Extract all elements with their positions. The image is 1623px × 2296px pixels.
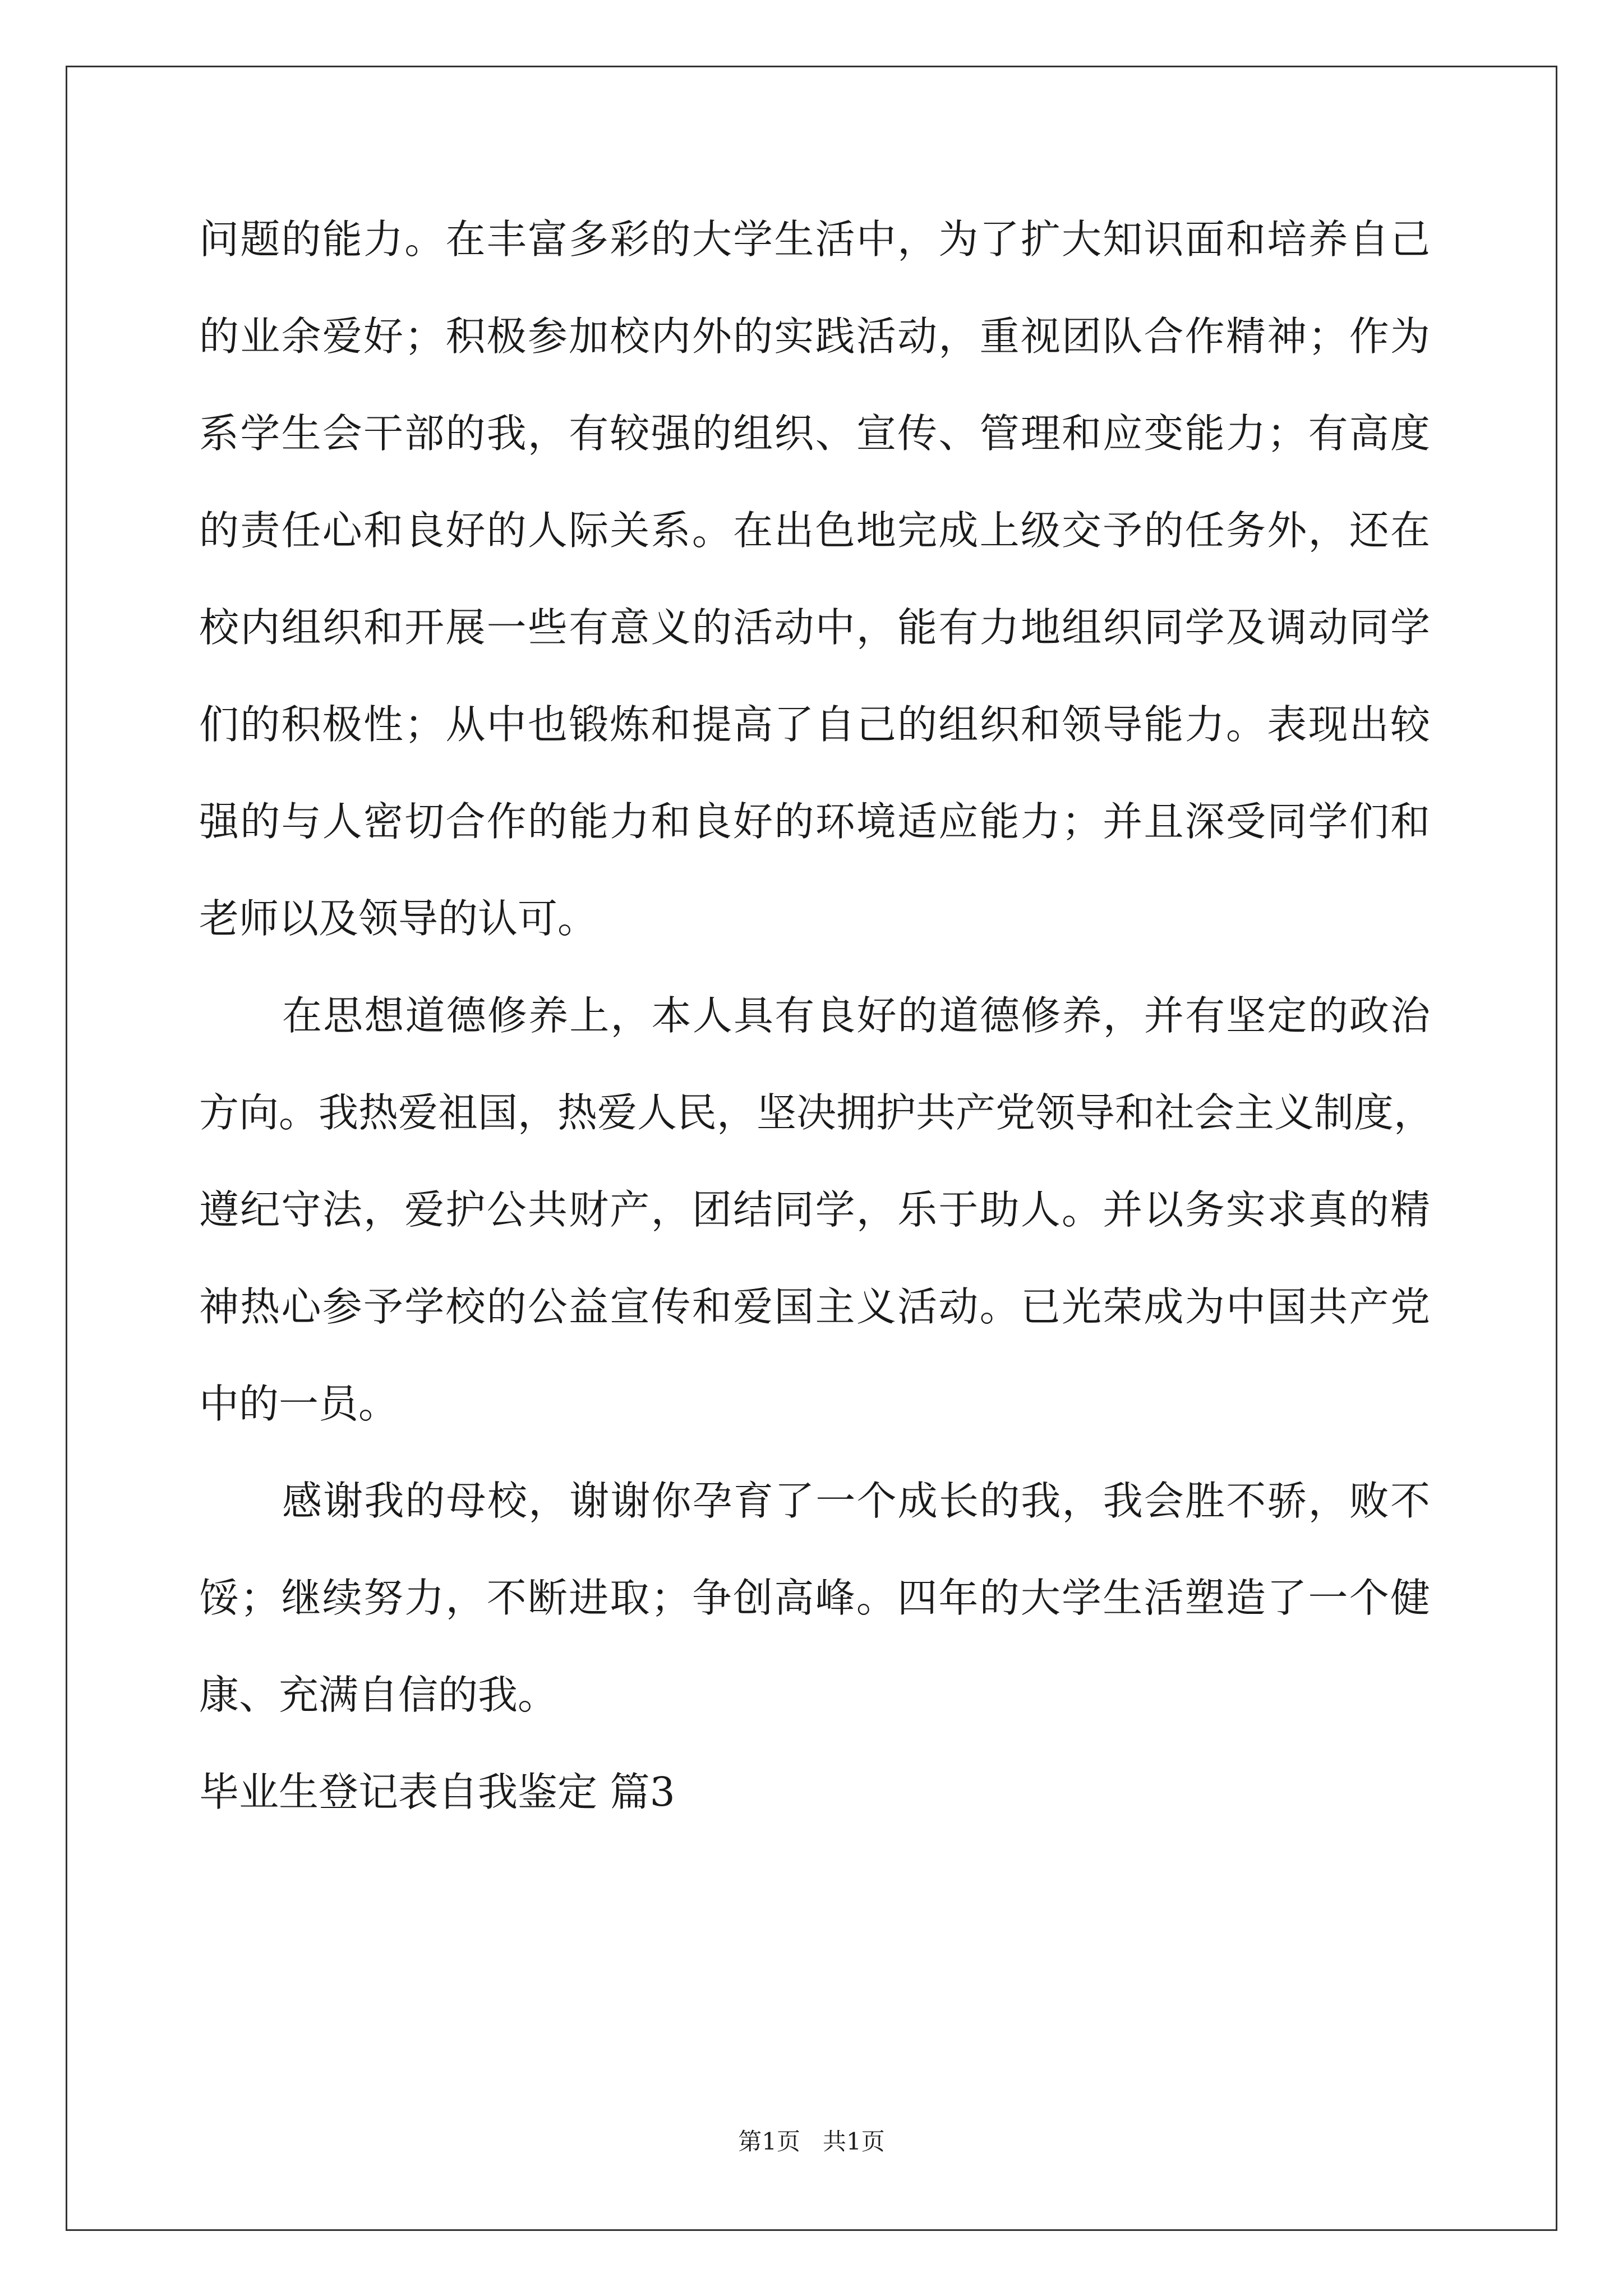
paragraph-line: 校内组织和开展一些有意义的活动中，能有力地组织同学及调动同学 bbox=[199, 604, 1430, 651]
paragraph-line: 康、充满自信的我。 bbox=[199, 1672, 558, 1718]
paragraph-line: 感谢我的母校，谢谢你孕育了一个成长的我，我会胜不骄，败不 bbox=[282, 1478, 1430, 1524]
paragraph-line: 在思想道德修养上，本人具有良好的道德修养，并有坚定的政治 bbox=[282, 992, 1430, 1039]
paragraph-line: 馁；继续努力，不断进取；争创高峰。四年的大学生活塑造了一个健 bbox=[199, 1575, 1430, 1621]
document-body bbox=[199, 191, 1434, 1841]
paragraph-line: 中的一员。 bbox=[199, 1381, 399, 1427]
paragraph-line: 的业余爱好；积极参加校内外的实践活动，重视团队合作精神；作为 bbox=[199, 313, 1430, 360]
paragraph-line: 神热心参予学校的公益宣传和爱国主义活动。已光荣成为中国共产党 bbox=[199, 1283, 1430, 1330]
section-heading: 毕业生登记表自我鉴定 篇3 bbox=[199, 1769, 675, 1815]
paragraph-line: 方向。我热爱祖国，热爱人民，坚决拥护共产党领导和社会主义制度， bbox=[199, 1089, 1434, 1136]
paragraph-line: 们的积极性；从中也锻炼和提高了自己的组织和领导能力。表现出较 bbox=[199, 701, 1430, 748]
paragraph-line: 问题的能力。在丰富多彩的大学生活中，为了扩大知识面和培养自己 bbox=[199, 216, 1430, 263]
paragraph-line: 老师以及领导的认可。 bbox=[199, 895, 598, 942]
paragraph-line: 遵纪守法，爱护公共财产，团结同学，乐于助人。并以务实求真的精 bbox=[199, 1186, 1430, 1233]
paragraph-line: 系学生会干部的我，有较强的组织、宣传、管理和应变能力；有高度 bbox=[199, 410, 1430, 457]
page-footer: 第1页 共1页 bbox=[738, 2128, 885, 2155]
paragraph-line: 的责任心和良好的人际关系。在出色地完成上级交予的任务外，还在 bbox=[199, 507, 1430, 554]
paragraph-line: 强的与人密切合作的能力和良好的环境适应能力；并且深受同学们和 bbox=[199, 798, 1430, 845]
